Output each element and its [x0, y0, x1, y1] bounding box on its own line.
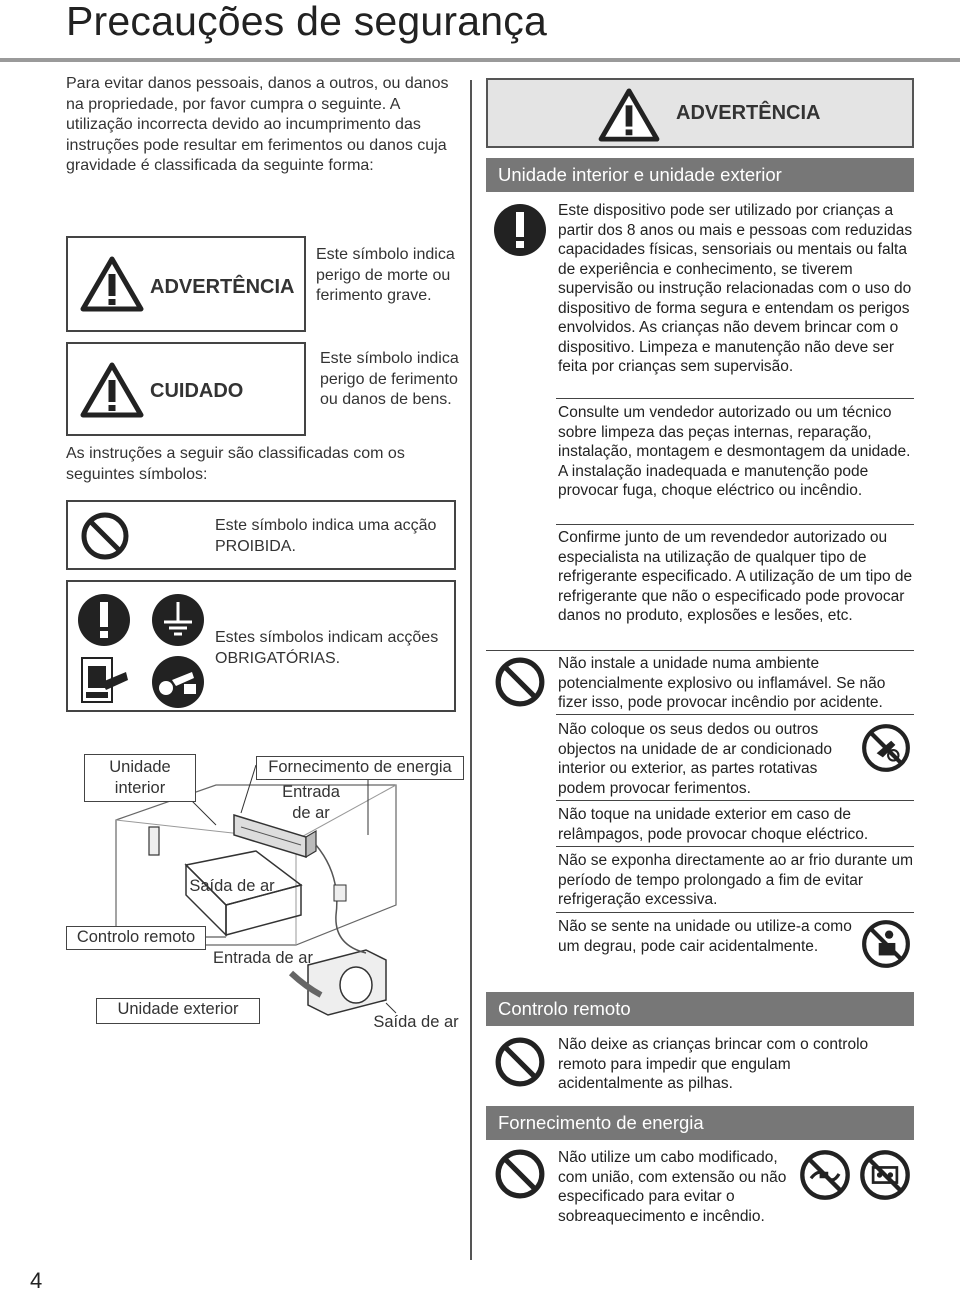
right-warning-label: ADVERTÊNCIA — [676, 102, 821, 124]
diagram-label-remote: Controlo remoto — [66, 926, 206, 950]
s1-paragraph-4: Não instale a unidade numa ambiente potencialmente explosivo ou inflamável. Se não fizer isso, pode provocar incêndio por acidente. — [558, 655, 886, 711]
diagram-label-power-supply: Fornecimento de energia — [256, 756, 464, 780]
diagram-label-air-inlet-top: Entrada de ar — [282, 783, 340, 822]
disconnect-power-icon — [150, 654, 206, 710]
diagram-label-outdoor-unit: Unidade exterior — [96, 998, 260, 1024]
section-indoor-outdoor-header: Unidade interior e unidade exterior — [486, 158, 914, 192]
s1-paragraph-3: Confirme junto de um revendedor autorizado ou especialista na utilização de qualquer tipo de refrigerante especificado. A utilização de um tipo de refrigerante que não o especificado pode provocar danos no produto, explosões e lesões, etc. — [558, 529, 913, 624]
caution-triangle-icon — [80, 362, 144, 418]
divider — [556, 524, 914, 525]
right-warning-header — [486, 78, 914, 148]
diagram-label-indoor-unit: Unidade interior — [84, 754, 196, 802]
no-extension-cord-icon — [858, 1148, 912, 1202]
no-touch-rotating-parts-icon — [860, 722, 912, 774]
s1-paragraph-2: Consulte um vendedor autorizado ou um técnico sobre limpeza das peças internas, reparação, instalação, montagem e desmontagem da unidade. A instalação inadequada e manutenção pode provocar fuga, choque eléctrico ou incêndio. — [558, 404, 911, 499]
section-remote-header: Controlo remoto — [486, 992, 914, 1026]
title-rule — [0, 58, 960, 62]
warning-description: Este símbolo indica perigo de morte ou ferimento grave. — [316, 246, 455, 304]
divider — [556, 398, 914, 399]
prohibited-icon — [494, 1036, 546, 1088]
caution-label: CUIDADO — [150, 380, 244, 402]
divider — [486, 650, 914, 651]
divider — [556, 800, 914, 801]
prohibited-description: Este símbolo indica uma acção PROIBIDA. — [215, 517, 437, 555]
exclamation-icon — [492, 202, 548, 258]
prohibited-legend-box — [66, 500, 456, 570]
caution-description: Este símbolo indica perigo de ferimento ou danos de bens. — [320, 350, 459, 408]
divider — [556, 846, 914, 847]
divider — [556, 714, 914, 715]
no-sitting-icon — [860, 918, 912, 970]
warning-legend-box — [66, 236, 306, 332]
column-divider — [470, 80, 472, 1260]
s3-paragraph-1: Não utilize um cabo modificado, com união, com extensão ou não especificado para evitar o sobreaquecimento e incêndio. — [558, 1149, 787, 1225]
symbols-intro: As instruções a seguir são classificadas com os seguintes símbolos: — [66, 445, 405, 483]
warning-triangle-icon — [80, 256, 144, 312]
ground-icon — [150, 592, 206, 648]
unplug-icon — [76, 654, 132, 708]
s1-paragraph-6: Não toque na unidade exterior em caso de relâmpagos, pode provocar choque eléctrico. — [558, 806, 869, 843]
mandatory-description: Estes símbolos indicam acções OBRIGATÓRIAS. — [215, 629, 439, 667]
diagram-label-air-outlet-outdoor: Saída de ar — [373, 1013, 459, 1031]
prohibited-icon — [494, 656, 546, 708]
section-power-supply-header: Fornecimento de energia — [486, 1106, 914, 1140]
page-title: Precauções de segurança — [66, 0, 547, 44]
s1-paragraph-8: Não se sente na unidade ou utilize-a como um degrau, pode cair acidentalmente. — [558, 918, 852, 955]
intro-text: Para evitar danos pessoais, danos a outros, ou danos na propriedade, por favor cumpra o seguinte. A utilização incorrecta devido ao incumprimento das instruções pode resultar em ferimentos ou danos cuja gravidade é classificada da seguinte forma: — [66, 75, 449, 174]
page-number: 4 — [30, 1268, 43, 1293]
no-modified-cable-icon — [798, 1148, 852, 1202]
prohibited-icon — [494, 1148, 546, 1200]
divider — [556, 912, 914, 913]
diagram-label-air-inlet-bottom: Entrada de ar — [213, 949, 313, 967]
diagram-label-air-outlet-indoor: Saída de ar — [189, 877, 275, 895]
exclamation-icon — [76, 592, 132, 648]
s1-paragraph-1: Este dispositivo pode ser utilizado por crianças a partir dos 8 anos ou mais e pessoas com reduzidas capacidades físicas, sensoriais ou mentais ou falta de experiência e conhecimento, se tiverem supervisão ou instrução relacionadas com o uso do dispositivo de forma segura e entendam os perigos envolvidos. As crianças não devem brincar com o dispositivo. Limpeza e manutenção não deve ser feita por crianças sem supervisão. — [558, 202, 913, 375]
prohibited-icon — [80, 511, 130, 561]
warning-triangle-icon — [598, 88, 660, 142]
s1-paragraph-5: Não coloque os seus dedos ou outros objectos na unidade de ar condicionado interior ou exterior, as partes rotativas podem provocar ferimentos. — [558, 721, 833, 797]
s2-paragraph-1: Não deixe as crianças brincar com o controlo remoto para impedir que engulam acidentalmente as pilhas. — [558, 1036, 869, 1092]
caution-legend-box — [66, 342, 306, 436]
mandatory-legend-box — [66, 580, 456, 712]
warning-label: ADVERTÊNCIA — [150, 276, 295, 298]
s1-paragraph-7: Não se exponha directamente ao ar frio durante um período de tempo prolongado a fim de evitar refrigeração excessiva. — [558, 852, 913, 908]
